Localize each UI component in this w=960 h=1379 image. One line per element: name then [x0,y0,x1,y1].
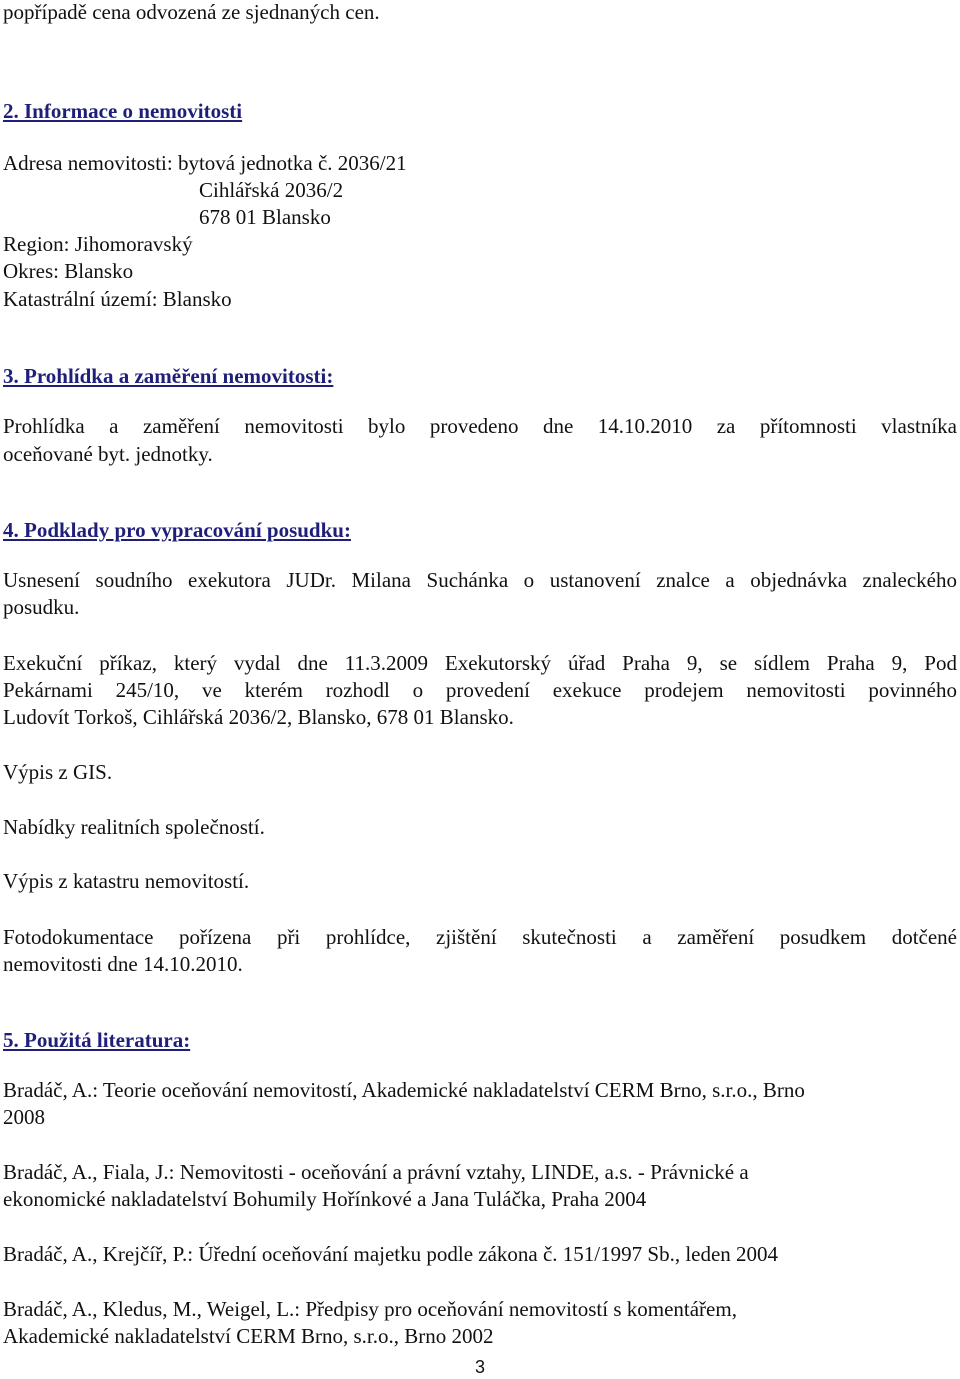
reference-1-line-2: 2008 [3,1105,45,1129]
city-line: 678 01 Blansko [199,205,331,229]
reference-4-line-1: Bradáč, A., Kledus, M., Weigel, L.: Předpisy pro oceňování nemovitostí s komentářem, [3,1297,737,1321]
basis-p2-line-1: Exekuční příkaz, který vydal dne 11.3.2009 Exekutorský úřad Praha 9, se sídlem Praha 9, Pod [3,651,957,675]
inspection-line-1: Prohlídka a zaměření nemovitosti bylo provedeno dne 14.10.2010 za přítomnosti vlastníka [3,414,957,438]
basis-p1-line-1: Usnesení soudního exekutora JUDr. Milana Suchánka o ustanovení znalce a objednávka znaleckého [3,568,957,592]
section-5-heading: 5. Použitá literatura: [3,1028,191,1052]
basis-offers: Nabídky realitních společností. [3,815,265,839]
section-2-heading: 2. Informace o nemovitosti [3,99,243,123]
section-4-heading: 4. Podklady pro vypracování posudku: [3,518,351,542]
basis-p2-line-2: Pekárnami 245/10, ve kterém rozhodl o provedení exekuce prodejem nemovitosti povinného [3,678,957,702]
top-line: popřípadě cena odvozená ze sjednaných cen. [3,0,380,24]
basis-cadastre-extract: Výpis z katastru nemovitostí. [3,869,250,893]
reference-4-line-2: Akademické nakladatelství CERM Brno, s.r.o., Brno 2002 [3,1324,494,1348]
page-number: 3 [474,1357,485,1377]
reference-2-line-2: ekonomické nakladatelství Bohumily Hořínkové a Jana Tuláčka, Praha 2004 [3,1187,647,1211]
region-line: Region: Jihomoravský [3,232,193,256]
reference-3-line-1: Bradáč, A., Krejčíř, P.: Úřední oceňování majetku podle zákona č. 151/1997 Sb., leden 2004 [3,1242,779,1266]
address-line: Adresa nemovitosti: bytová jednotka č. 2036/21 [3,151,407,175]
reference-1-line-1: Bradáč, A.: Teorie oceňování nemovitostí, Akademické nakladatelství CERM Brno, s.r.o., Brno [3,1078,805,1102]
reference-2-line-1: Bradáč, A., Fiala, J.: Nemovitosti - oceňování a právní vztahy, LINDE, a.s. - Právnické a [3,1160,749,1184]
basis-p2-line-3: Ludovít Torkoš, Cihlářská 2036/2, Blansko, 678 01 Blansko. [3,705,514,729]
basis-photo-line-1: Fotodokumentace pořízena při prohlídce, zjištění skutečnosti a zaměření posudkem dotčené [3,925,957,949]
street-line: Cihlářská 2036/2 [199,178,344,202]
basis-gis: Výpis z GIS. [3,760,113,784]
section-3-heading: 3. Prohlídka a zaměření nemovitosti: [3,364,334,388]
basis-photo-line-2: nemovitosti dne 14.10.2010. [3,952,243,976]
district-line: Okres: Blansko [3,259,134,283]
basis-p1-line-2: posudku. [3,595,80,619]
inspection-line-2: oceňované byt. jednotky. [3,442,213,466]
cadastre-line: Katastrální území: Blansko [3,287,232,311]
